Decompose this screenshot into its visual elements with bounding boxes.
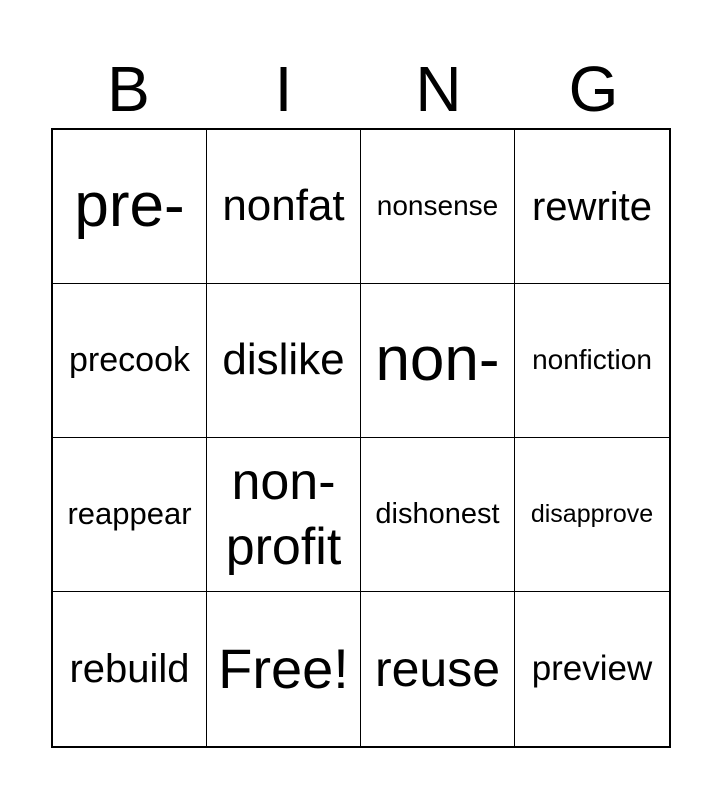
bingo-cell-r1c2[interactable] [361,284,515,438]
bingo-cell-r3c1[interactable] [207,592,361,746]
bingo-cell-r2c0[interactable] [53,438,207,592]
cell-text: reuse [374,640,501,697]
cell-text: rewrite [531,184,653,229]
bingo-cell-r3c2[interactable] [361,592,515,746]
cell-text: disapprove [530,499,654,528]
bingo-cell-r3c3[interactable] [515,592,669,746]
header-letter-b: B [107,53,150,125]
bingo-cell-r2c1[interactable] [207,438,361,592]
header-letter-g: G [568,53,619,125]
bingo-cell-r0c1[interactable] [207,130,361,284]
bingo-cell-r0c3[interactable] [515,130,669,284]
bingo-cell-r0c0[interactable] [53,130,207,284]
cell-text: reappear [67,496,192,532]
header-letter-n: N [415,53,462,125]
cell-text: dislike [222,335,345,385]
bingo-cell-r1c1[interactable] [207,284,361,438]
bingo-cell-r1c0[interactable] [53,284,207,438]
cell-text: nonsense [376,190,499,222]
bingo-cell-r2c2[interactable] [361,438,515,592]
cell-text: precook [69,340,190,379]
cell-text: preview [531,648,653,688]
header-letter-i: I [274,53,293,125]
cell-text: nonfat [222,181,345,231]
bingo-board [51,128,671,748]
bingo-cell-r1c3[interactable] [515,284,669,438]
cell-text: pre- [74,171,185,241]
cell-text: rebuild [69,647,190,691]
cell-text: dishonest [375,497,500,530]
bingo-cell-r0c2[interactable] [361,130,515,284]
free-space-text: Free! [218,637,349,701]
bingo-cell-r2c3[interactable] [515,438,669,592]
cell-text: non- [375,325,500,395]
cell-text: nonfiction [532,344,652,376]
bingo-header [51,50,671,128]
bingo-cell-r3c0[interactable] [53,592,207,746]
cell-text: non- profit [225,452,342,576]
